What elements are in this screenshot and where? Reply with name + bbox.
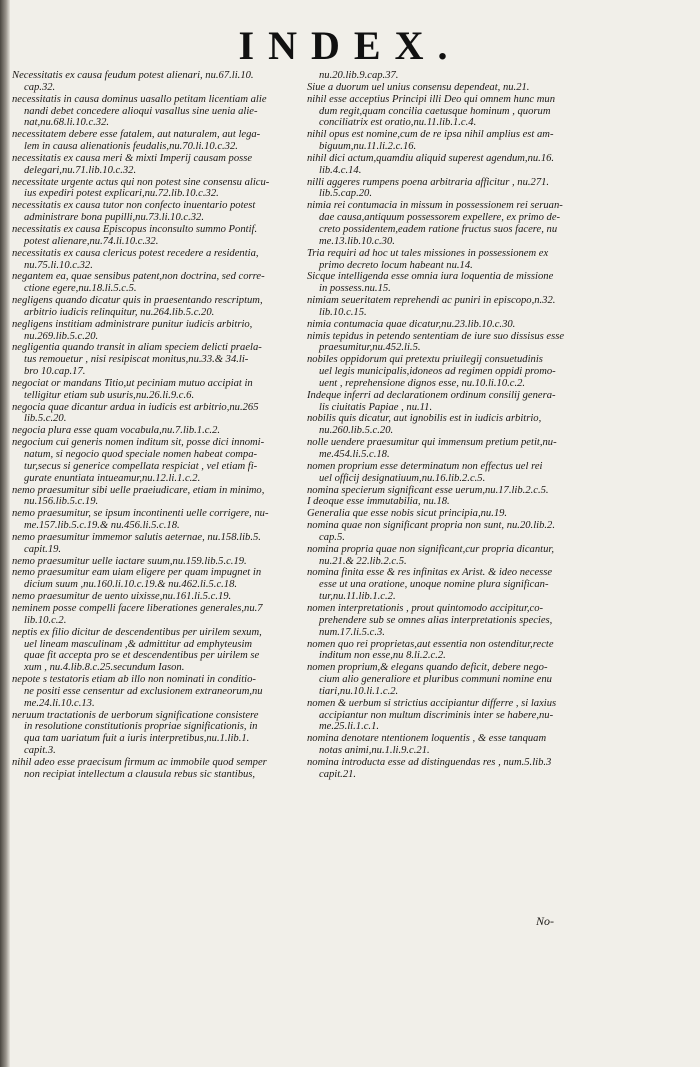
index-line: primo decreto locum habeant nu.14. <box>319 259 473 271</box>
index-line: nimiam seueritatem reprehendi ac puniri in episcopo,n.32. <box>307 295 556 307</box>
index-line: negligentia quando transit in aliam speciem delicti praela- <box>12 342 262 354</box>
index-line: prehendere sub se omnes alias interpretationis species, <box>319 614 553 626</box>
index-line: nu.156.lib.5.c.19. <box>24 496 99 508</box>
index-line: Necessitatis ex causa feudum potest alienari, nu.67.li.10. <box>12 70 254 81</box>
index-line: cap.32. <box>24 81 56 93</box>
index-line: nemo praesumitur immemor salutis aeternae, nu.158.lib.5. <box>12 531 261 543</box>
index-line: nemo praesumitur uelle iactare suum,nu.159.lib.5.c.19. <box>12 555 247 567</box>
index-line: necessitatis ex causa Episcopus inconsulto summo Pontif. <box>12 223 258 235</box>
index-line: nomen proprium,& elegans quando deficit, debere nego- <box>307 662 548 674</box>
index-line: necessitatis ex causa meri & mixti Imperij causam posse <box>12 152 253 164</box>
index-column-right <box>307 70 579 781</box>
index-line: tus remouetur , nisi resipiscat monitus,nu.33.& 34.li- <box>24 354 249 366</box>
index-line: I deoque esse immutabilia, nu.18. <box>307 496 450 508</box>
index-line: me.25.li.1.c.1. <box>319 721 380 733</box>
index-line: ius expediri potest explicari,nu.72.lib.10.c.32. <box>24 188 219 200</box>
index-line: negocia plura esse quam vocabula,nu.7.lib.1.c.2. <box>12 425 221 437</box>
index-line: me.24.li.10.c.13. <box>24 697 95 709</box>
index-line: necessitatis in causa dominus uasallo petitam licentiam alie <box>12 93 267 105</box>
index-line: creto possidentem,eadem ratione fructus suos facere, nu <box>319 223 558 235</box>
index-line: nomina denotare ntentionem loquentis , & esse tanquam <box>307 733 547 745</box>
index-line: conciliatrix est oratio,nu.11.lib.1.c.4. <box>319 117 477 129</box>
index-line: delegari,nu.71.lib.10.c.32. <box>24 164 137 176</box>
index-line: bro 10.cap.17. <box>24 366 86 378</box>
index-line: natum, si negocio quod speciale nomen habeat compa- <box>24 449 258 460</box>
index-line: nimia rei contumacia in missum in possessionem rei seruan- <box>307 200 563 212</box>
index-line: gurate enuntiata intueamur,nu.12.li.1.c.2. <box>24 472 201 484</box>
index-line: necessitatis ex causa clericus potest recedere a residentia, <box>12 247 259 259</box>
index-line: uel lineam masculinam ,& admittitur ad emphyteusim <box>24 638 253 650</box>
index-line: nobiles oppidorum qui pretextu priuilegij consuetudinis <box>307 354 543 366</box>
index-line: negocia quae dicantur ardua in iudicis est arbitrio,nu.265 <box>12 401 259 413</box>
index-line: arbitrio iudicis relinquitur, nu.264.lib.5.c.20. <box>24 306 215 318</box>
index-line: lib.10.c.2. <box>24 614 67 626</box>
index-line: nihil esse acceptius Principi illi Deo qui omnem hunc mun <box>307 93 556 105</box>
index-line: non recipiat intellectum a clausula rebus sic stantibus, <box>24 768 256 780</box>
catchword: No- <box>536 914 554 928</box>
index-line: nobilis quis dicatur, aut ignobilis est in iudicis arbitrio, <box>307 413 542 425</box>
index-line: neminem posse compelli facere liberationes generales,nu.7 <box>12 602 263 614</box>
index-line: dicium suum ,nu.160.li.10.c.19.& nu.462.li.5.c.18. <box>24 579 238 591</box>
index-line: administrare bona pupilli,nu.73.li.10.c.32. <box>24 212 204 224</box>
index-line: in resolutione constitutionis propriae significationis, in <box>24 721 258 733</box>
index-line: nihil dici actum,quamdiu aliquid superest agendum,nu.16. <box>307 152 555 164</box>
index-line: potest alienare,nu.74.li.10.c.32. <box>24 235 159 247</box>
index-line: negligens quando dicatur quis in praesentando rescriptum, <box>12 295 263 307</box>
index-line: lis ciuitatis Papiae , nu.11. <box>319 401 433 413</box>
index-line: xum , nu.4.lib.8.c.25.secundum Iason. <box>24 662 185 674</box>
index-line: praesumitur,nu.452.li.5. <box>319 342 421 354</box>
index-line: ctione egere,nu.18.li.5.c.5. <box>24 283 137 295</box>
index-line: tiari,nu.10.li.1.c.2. <box>319 685 399 697</box>
index-line: nu.269.lib.5.c.20. <box>24 330 99 342</box>
index-line: nu.20.lib.9.cap.37. <box>319 70 399 81</box>
book-gutter <box>0 0 10 1067</box>
index-line: nimis tepidus in petendo sententiam de iure suo dissisus esse <box>307 330 565 342</box>
index-line: neruum tractationis de uerborum significatione consistere <box>12 709 259 721</box>
index-line: me.454.li.5.c.18. <box>319 449 390 460</box>
index-line: tur,secus si generice compellata respiciat , vel etiam fi- <box>24 460 258 472</box>
index-line: negantem ea, quae sensibus patent,non doctrina, sed corre- <box>12 271 265 283</box>
index-line: tur,nu.11.lib.1.c.2. <box>319 591 396 603</box>
index-line: negligens institiam administrare punitur iudicis arbitrio, <box>12 318 253 330</box>
index-line: capit.19. <box>24 543 62 555</box>
index-line: nomina quae non significant propria non sunt, nu.20.lib.2. <box>307 520 555 532</box>
index-line: nihil opus est nomine,cum de re ipsa nihil amplius est am- <box>307 129 554 141</box>
index-line: me.157.lib.5.c.19.& nu.456.li.5.c.18. <box>24 520 180 532</box>
index-line: uent , reprehensione dignos esse, nu.10.li.10.c.2. <box>319 377 526 389</box>
index-line: nu.75.li.10.c.32. <box>24 259 93 271</box>
index-line: negocium cui generis nomen inditum sit, posse dici innomi- <box>12 437 265 449</box>
index-line: nihil adeo esse praecisum firmum ac immobile quod semper <box>12 756 267 768</box>
index-line: accipiantur non multum discriminis inter se habere,nu- <box>319 709 554 721</box>
index-line: in possess.nu.15. <box>319 283 391 295</box>
index-line: lib.5.c.20. <box>24 413 67 425</box>
page-title: INDEX. <box>238 23 462 68</box>
index-line: neptis ex filio dicitur de descendentibus per uirilem sexum, <box>12 626 262 638</box>
index-line: nomen quo rei proprietas,aut essentia non ostenditur,recte <box>307 638 554 650</box>
index-line: capit.21. <box>319 768 357 780</box>
index-line: lib.5.cap.20. <box>319 188 372 200</box>
index-line: nolle uendere praesumitur qui immensum pretium petit,nu- <box>307 437 557 449</box>
index-line: nat,nu.68.li.10.c.32. <box>24 117 110 129</box>
index-line: qua tam uariatum fuit a iuris interpretibus,nu.1.lib.1. <box>24 733 250 745</box>
index-line: Generalia que esse nobis sicut principia,nu.19. <box>307 508 508 520</box>
index-line: nomen & uerbum si strictius accipiantur differre , si laxius <box>307 697 557 709</box>
index-line: nemo praesumitur de uento uixisse,nu.161.li.5.c.19. <box>12 591 232 603</box>
index-line: uel legis municipalis,idoneos ad regimen oppidi promo- <box>319 366 556 378</box>
index-line: lib.10.c.15. <box>319 306 367 318</box>
index-column-left <box>12 70 314 781</box>
index-line: biguum,nu.11.li.2.c.16. <box>319 141 417 153</box>
index-line: nemo praesumitur eam uiam eligere per quam impugnet in <box>12 567 262 579</box>
index-line: telligitur etiam sub usuris,nu.26.li.9.c.6. <box>24 389 195 401</box>
index-line: ne positi esse censentur ad exclusionem extraneorum,nu <box>24 685 263 697</box>
index-line: necessitatem debere esse fatalem, aut naturalem, aut lega- <box>12 129 261 141</box>
index-line: me.13.lib.10.c.30. <box>319 235 395 247</box>
index-line: num.17.li.5.c.3. <box>319 626 385 638</box>
index-line: capit.3. <box>24 745 56 757</box>
index-line: Siue a duorum uel unius consensu dependeat, nu.21. <box>307 81 530 93</box>
index-line: nomen interpretationis , prout quintomodo accipitur,co- <box>307 602 544 614</box>
index-line: nimia contumacia quae dicatur,nu.23.lib.10.c.30. <box>307 318 516 330</box>
index-line: necessitatis ex causa tutor non confecto inuentario potest <box>12 200 256 212</box>
index-line: lem in causa alienationis feudalis,nu.70.li.10.c.32. <box>24 141 238 153</box>
index-line: necessitate urgente actus qui non potest sine consensu alicu- <box>12 176 270 188</box>
index-line: Indeque inferri ad declarationem ordinum consilij genera- <box>307 389 556 401</box>
index-line: nomina finita esse & res infinitas ex Arist. & ideo necesse <box>307 567 553 579</box>
index-line: nemo praesumitur, se ipsum incontinenti uelle corrigere, nu- <box>12 508 269 520</box>
index-line: notas animi,nu.1.li.9.c.21. <box>319 745 430 757</box>
index-line: lib.4.c.14. <box>319 164 362 176</box>
index-line: cium alio generaliore et pluribus communi nomine enu <box>319 674 552 686</box>
index-line: inditum non esse,nu 8.li.2.c.2. <box>319 650 446 662</box>
index-line: uel officij designatiuum,nu.16.lib.2.c.5. <box>319 472 486 484</box>
index-line: nepote s testatoris etiam ab illo non nominati in conditio- <box>12 674 256 686</box>
index-line: nandi debet concedere alioqui vasallus sine uenia alie- <box>24 105 258 117</box>
index-line: negociat or mandans Titio,ut peciniam mutuo accipiat in <box>12 377 253 389</box>
index-line: nemo praesumitur sibi uelle praeiudicare, etiam in minimo, <box>12 484 265 496</box>
index-line: quae fit accepta pro se et descendentibus per uirilem se <box>24 650 260 662</box>
index-line: dum regit,quam concilia caetusque hominum , quorum <box>319 105 551 117</box>
index-line: dae causa,antiquum possessorem expellere, ex primo de- <box>319 212 561 224</box>
index-line: nomina specierum significant esse uerum,nu.17.lib.2.c.5. <box>307 484 549 496</box>
index-line: nilli aggeres rumpens poena arbitraria afficitur , nu.271. <box>307 176 550 188</box>
index-line: nu.260.lib.5.c.20. <box>319 425 394 437</box>
index-line: Sicque intelligenda esse omnia iura loquentia de missione <box>307 271 554 283</box>
index-line: nu.21.& 22.lib.2.c.5. <box>319 555 407 567</box>
index-line: Tria requiri ad hoc ut tales missiones in possessionem ex <box>307 247 549 259</box>
index-line: esse ut una oratione, unoque nomine plura significan- <box>319 579 549 591</box>
index-line: nomen proprium esse determinatum non effectus uel rei <box>307 460 543 472</box>
index-line: nomina propria quae non significant,cur propria dicantur, <box>307 543 554 555</box>
index-line: nomina introducta esse ad distinguendas res , num.5.lib.3 <box>307 756 552 768</box>
index-line: cap.5. <box>319 531 345 543</box>
